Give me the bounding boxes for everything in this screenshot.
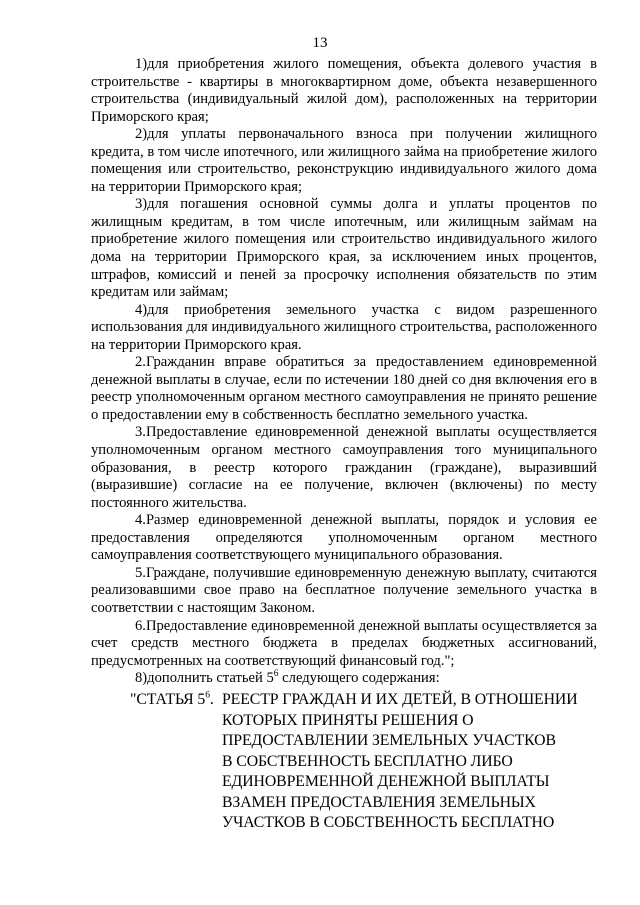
paragraph-clause-3: 3.Предоставление единовременной денежной выплаты осуществляется уполномоченным органом местного самоуправления того муниципального образования, в реестр которого гражданин (граждане), выразивший (выразившие) согласие на ее получение, включен (включены) по месту постоянного жительства.	[91, 424, 597, 511]
amendment-superscript: 6	[273, 669, 279, 680]
paragraph-clause-4: 4.Размер единовременной денежной выплаты, порядок и условия ее предоставления определяются уполномоченным органом местного самоуправления соответствующего муниципального образования.	[91, 512, 597, 564]
article-title	[222, 690, 602, 834]
paragraph-clause-6: 6.Предоставление единовременной денежной выплаты осуществляется за счет средств местного бюджета в пределах бюджетных ассигнований, предусмотренных на соответствующий финансовый год.";	[91, 617, 597, 669]
article-title-line: В СОБСТВЕННОСТЬ БЕСПЛАТНО ЛИБО	[222, 752, 513, 770]
article-title-line: ЕДИНОВРЕМЕННОЙ ДЕНЕЖНОЙ ВЫПЛАТЫ	[222, 773, 550, 790]
document-body	[91, 56, 597, 688]
article-label-text: "СТАТЬЯ 5	[130, 691, 206, 708]
article-title-line: УЧАСТКОВ В СОБСТВЕННОСТЬ БЕСПЛАТНО	[222, 814, 555, 831]
paragraph-purpose-3: 3)для погашения основной суммы долга и уплаты процентов по жилищным кредитам, в том числе ипотечным, или жилищным займам на приобретение жилого помещения или строительство индивидуального жилого дома на территории Приморского края, за исключением иных процентов, штрафов, комиссий и пеней за просрочку исполнения обязательств по этим кредитам или займам;	[91, 196, 597, 301]
paragraph-clause-5: 5.Граждане, получившие единовременную денежную выплату, считаются реализовавшими свое право на бесплатное получение земельного участка в соответствии с настоящим Законом.	[91, 564, 597, 616]
paragraph-clause-2: 2.Гражданин вправе обратиться за предоставлением единовременной денежной выплаты в случае, если по истечении 180 дней со дня включения его в реестр уполномоченным органом местного самоуправления не принято решение о предоставлении ему в собственность бесплатно земельного участка.	[91, 354, 597, 423]
article-title-line: КОТОРЫХ ПРИНЯТЫ РЕШЕНИЯ О	[222, 711, 474, 729]
amendment-item-8	[91, 670, 597, 688]
article-label	[130, 690, 214, 711]
paragraph-purpose-4: 4)для приобретения земельного участка с видом разрешенного использования для индивидуального жилищного строительства, расположенного на территории Приморского края.	[91, 301, 597, 353]
page-number: 13	[312, 35, 328, 51]
paragraph-purpose-2: 2)для уплаты первоначального взноса при получении жилищного кредита, в том числе ипотечного, или жилищного займа на приобретение жилого помещения или строительство, реконструкцию индивидуального жилого дома на территории Приморского края;	[91, 126, 597, 195]
amendment-text: 8)дополнить статьей 5	[135, 670, 274, 687]
article-label-dot: .	[209, 691, 214, 708]
article-title-line: ПРЕДОСТАВЛЕНИИ ЗЕМЕЛЬНЫХ УЧАСТКОВ	[222, 732, 556, 749]
article-title-line: РЕЕСТР ГРАЖДАН И ИХ ДЕТЕЙ, В ОТНОШЕНИИ	[222, 691, 578, 708]
article-title-line: ВЗАМЕН ПРЕДОСТАВЛЕНИЯ ЗЕМЕЛЬНЫХ	[222, 793, 536, 811]
article-label-superscript: 6	[205, 690, 210, 701]
amendment-text-end: следующего содержания:	[278, 670, 440, 687]
paragraph-purpose-1: 1)для приобретения жилого помещения, объекта долевого участия в строительстве - квартиры в многоквартирном доме, объекта незавершенного строительства (индивидуальный жилой дом), расположенных на территории Приморского края;	[91, 56, 597, 125]
